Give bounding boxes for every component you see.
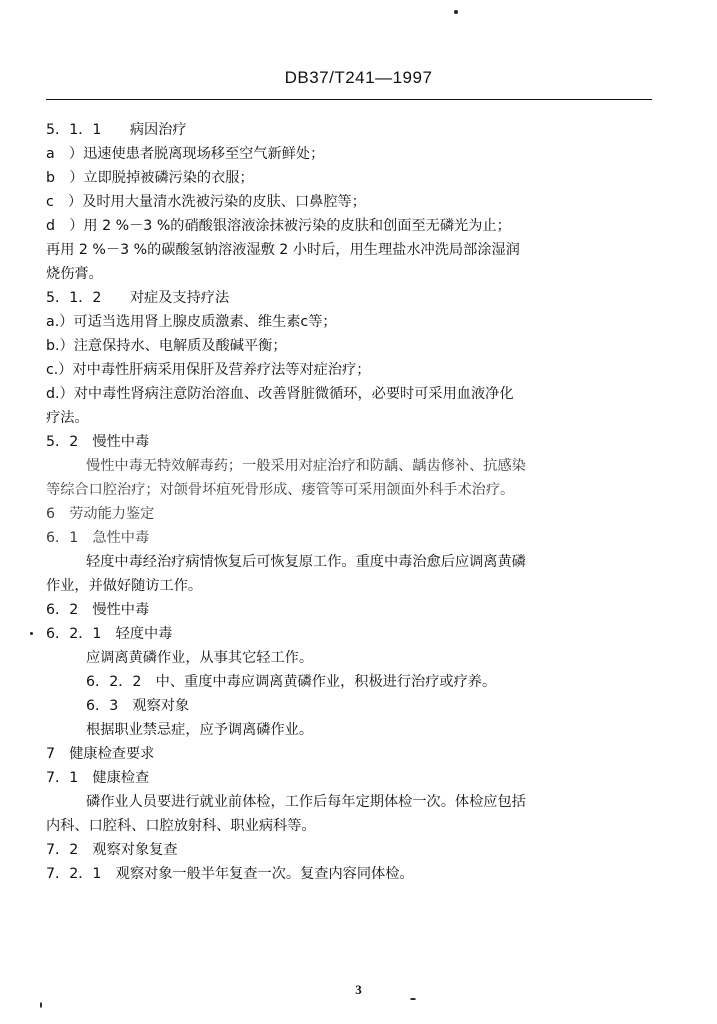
item-5-1-2-d-cont: 疗法。 [46,410,89,426]
item-5-1-2-c: c.）对中毒性肝病采用保肝及营养疗法等对症治疗； [46,362,371,378]
scan-speck [40,1002,42,1008]
section-6-3-heading: 6．3 观察对象 [86,698,190,714]
section-6-heading: 6 劳动能力鉴定 [46,506,155,522]
paragraph-7-1-line-2: 内科、口腔科、口腔放射科、职业病科等。 [46,818,316,834]
item-5-1-2-a: a.）可适当选用肾上腺皮质激素、维生素c等； [46,314,337,330]
item-5-1-1-d-cont-2: 烧伤膏。 [46,266,103,282]
page-number: 3 [355,982,362,997]
paragraph-6-2-1: 应调离黄磷作业，从事其它轻工作。 [86,650,314,666]
item-5-1-1-d-cont-1: 再用 2 %－3 %的碳酸氢钠溶液湿敷 2 小时后，用生理盐水冲洗局部涂湿润 [46,242,520,258]
section-6-1-heading: 6．1 急性中毒 [46,530,150,546]
item-5-1-2-d: d.）对中毒性肾病注意防治溶血、改善肾脏微循环，必要时可采用血液净化 [46,386,514,402]
section-6-2-2: 6．2．2 中、重度中毒应调离黄磷作业，积极进行治疗或疗养。 [86,674,497,690]
header-rule [46,99,652,100]
document-body [46,118,656,886]
section-5-1-1-heading: 5．1．1 病因治疗 [46,122,187,138]
section-5-2-heading: 5．2 慢性中毒 [46,434,150,450]
paragraph-6-3: 根据职业禁忌症，应予调离磷作业。 [86,722,314,738]
item-5-1-1-b: b ）立即脱掉被磷污染的衣服； [46,170,254,186]
paragraph-6-1-line-1: 轻度中毒经治疗病情恢复后可恢复原工作。重度中毒治愈后应调离黄磷 [86,554,526,570]
section-7-2-heading: 7．2 观察对象复查 [46,842,178,858]
paragraph-5-2-line-2: 等综合口腔治疗；对颌骨坏疽死骨形成、瘘管等可采用颌面外科手术治疗。 [46,482,515,498]
paragraph-6-1-line-2: 作业，并做好随访工作。 [46,578,203,594]
item-5-1-1-a: a ）迅速使患者脱离现场移至空气新鲜处； [46,146,325,162]
paragraph-7-1-line-1: 磷作业人员要进行就业前体检，工作后每年定期体检一次。体检应包括 [86,794,526,810]
paragraph-5-2-line-1: 慢性中毒无特效解毒药；一般采用对症治疗和防龋、龋齿修补、抗感染 [86,458,526,474]
scan-speck [30,632,33,635]
section-6-2-heading: 6．2 慢性中毒 [46,602,150,618]
item-5-1-1-c: c ）及时用大量清水洗被污染的皮肤、口鼻腔等； [46,194,366,210]
document-header-code: DB37/T241—1997 [284,68,433,87]
scan-speck [454,10,458,14]
section-7-1-heading: 7．1 健康检查 [46,770,150,786]
item-5-1-1-d: d ）用 2 %－3 %的硝酸银溶液涂抹被污染的皮肤和创面至无磷光为止； [46,218,511,234]
section-7-heading: 7 健康检查要求 [46,746,155,762]
section-5-1-2-heading: 5．1．2 对症及支持疗法 [46,290,230,306]
section-6-2-1-heading: 6．2．1 轻度中毒 [46,626,173,642]
scan-speck [410,998,416,1000]
section-7-2-1: 7．2．1 观察对象一般半年复查一次。复查内容同体检。 [46,866,414,882]
item-5-1-2-b: b.）注意保持水、电解质及酸碱平衡； [46,338,287,354]
